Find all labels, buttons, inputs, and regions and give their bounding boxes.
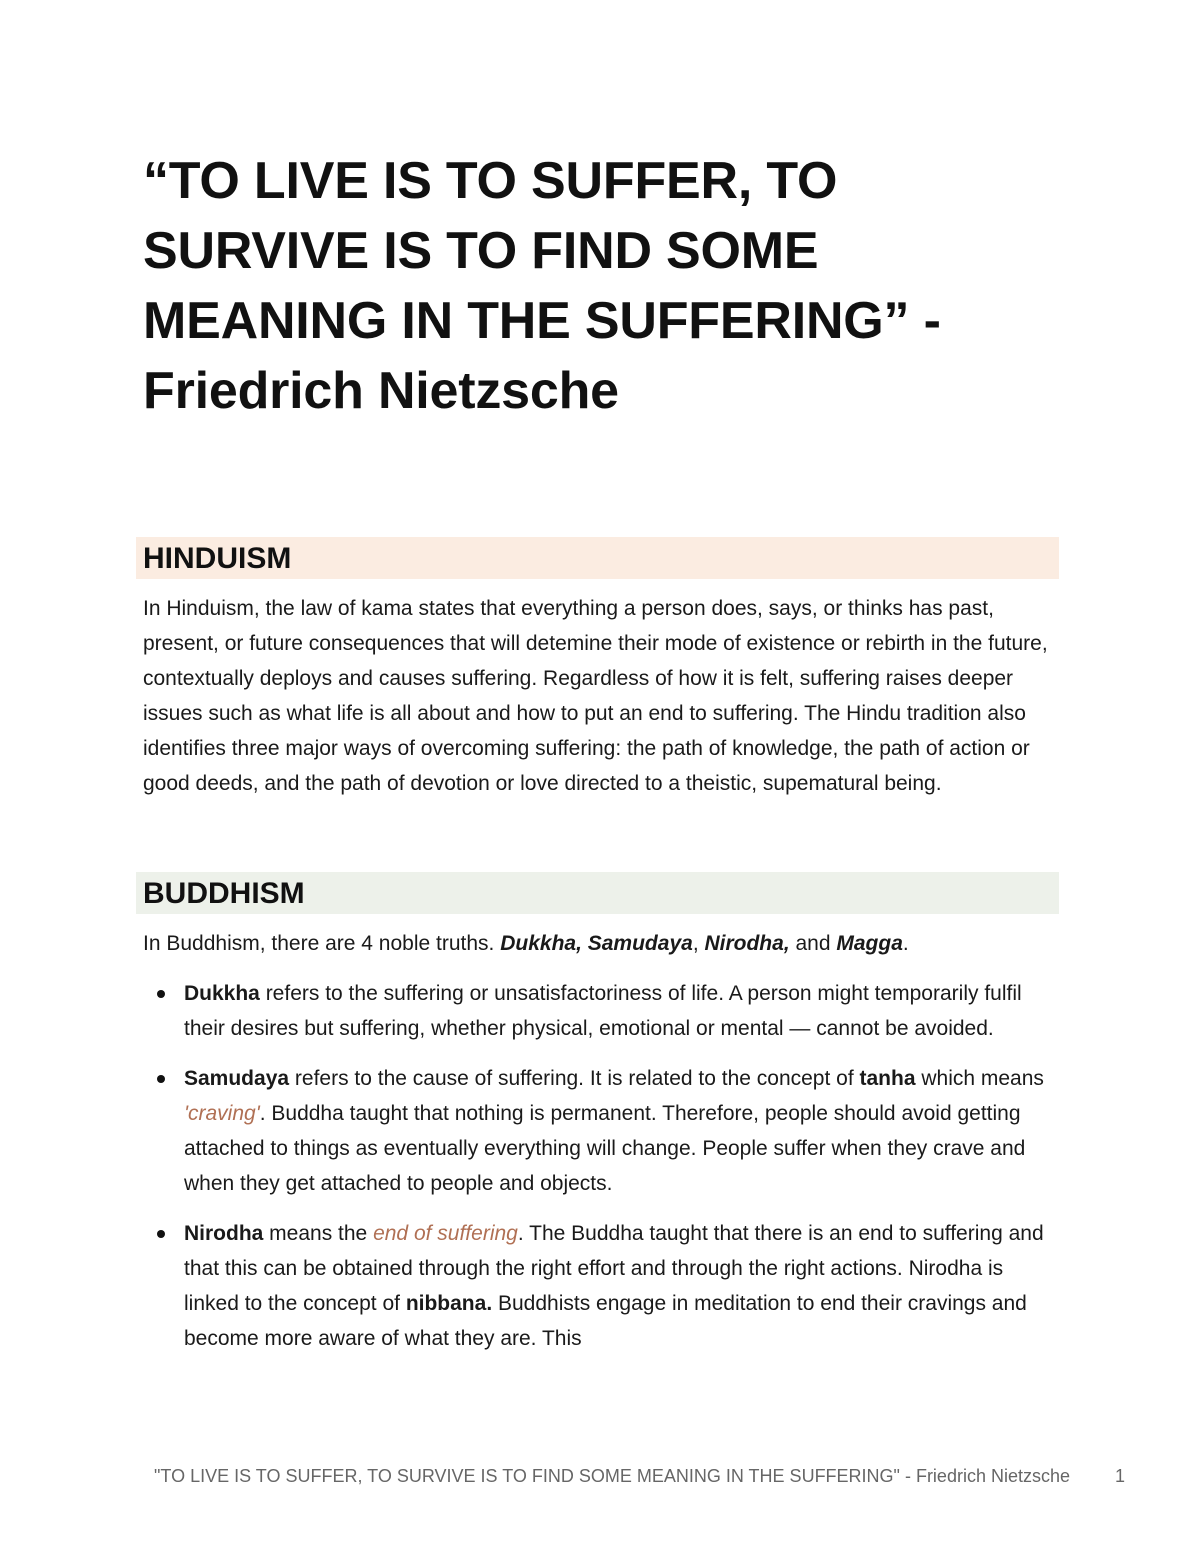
bullet-dot-icon [157,1230,165,1238]
term-nirodha: Nirodha [184,1222,264,1245]
samudaya-text-3: . Buddha taught that nothing is permanent. Therefore, people should avoid getting attached to things as eventually everything will change. People suffer when they crave and when they get attached to people and objects. [184,1102,1026,1195]
accent-end-of-suffering: end of suffering [373,1222,518,1245]
list-item-dukkha [143,976,1063,1046]
nirodha-text-3: Buddhists engage in meditation to end their cravings and become more aware of what they are. This [184,1292,1027,1350]
page-title: “TO LIVE IS TO SUFFER, TO SURVIVE IS TO FIND SOME MEANING IN THE SUFFERING” - Friedrich Nietzsche [143,152,941,420]
accent-craving: 'craving' [184,1102,260,1125]
bullet-dot-icon [157,1075,165,1083]
list-item-nirodha [143,1216,1063,1356]
term-dukkha: Dukkha [184,982,260,1005]
hinduism-heading: HINDUISM [136,537,1059,579]
footer-title: "TO LIVE IS TO SUFFER, TO SURVIVE IS TO FIND SOME MEANING IN THE SUFFERING" - Friedrich Nietzsche [154,1466,1070,1486]
truth-nirodha: Nirodha, [704,932,790,955]
samudaya-text-1: refers to the cause of suffering. It is related to the concept of [289,1067,860,1090]
intro-end: . [902,932,909,955]
hinduism-paragraph: In Hinduism, the law of kama states that everything a person does, says, or thinks has past, present, or future consequences that will detemine their mode of existence or rebirth in the future, contextually deploys and causes suffering. Regardless of how it is felt, suffering raises deeper issues such as what life is all about and how to put an end to suffering. The Hindu tradition also identifies three major ways of overcoming suffering: the path of knowledge, the path of action or good deeds, and the path of devotion or love directed to a theistic, supematural being. [143,597,1048,795]
nirodha-text-2: . The Buddha taught that there is an end to suffering and that this can be obtained through the right effort and through the right actions. Nirodha is linked to the concept of [184,1222,1044,1315]
samudaya-text-2: which means [915,1067,1044,1090]
noble-truths-list [143,976,1063,1371]
dukkha-text: refers to the suffering or unsatisfactoriness of life. A person might temporarily fulfil their desires but suffering, whether physical, emotional or mental — cannot be avoided. [184,982,1022,1040]
intro-lead: In Buddhism, there are 4 noble truths. [143,932,501,955]
page-footer [0,1466,1200,1488]
term-samudaya: Samudaya [184,1067,290,1090]
bullet-dot-icon [157,990,165,998]
term-nibbana: nibbana. [405,1292,493,1315]
intro-and: and [789,932,837,955]
intro-comma: , [692,932,705,955]
term-tanha: tanha [859,1067,916,1090]
truth-dukkha-samudaya: Dukkha, Samudaya [500,932,693,955]
page-number: 1 [1115,1466,1126,1486]
list-item-samudaya [143,1061,1063,1201]
nirodha-text-1: means the [263,1222,374,1245]
buddhism-heading: BUDDHISM [136,872,1059,914]
buddhism-intro [143,926,1063,961]
truth-magga: Magga [836,932,903,955]
